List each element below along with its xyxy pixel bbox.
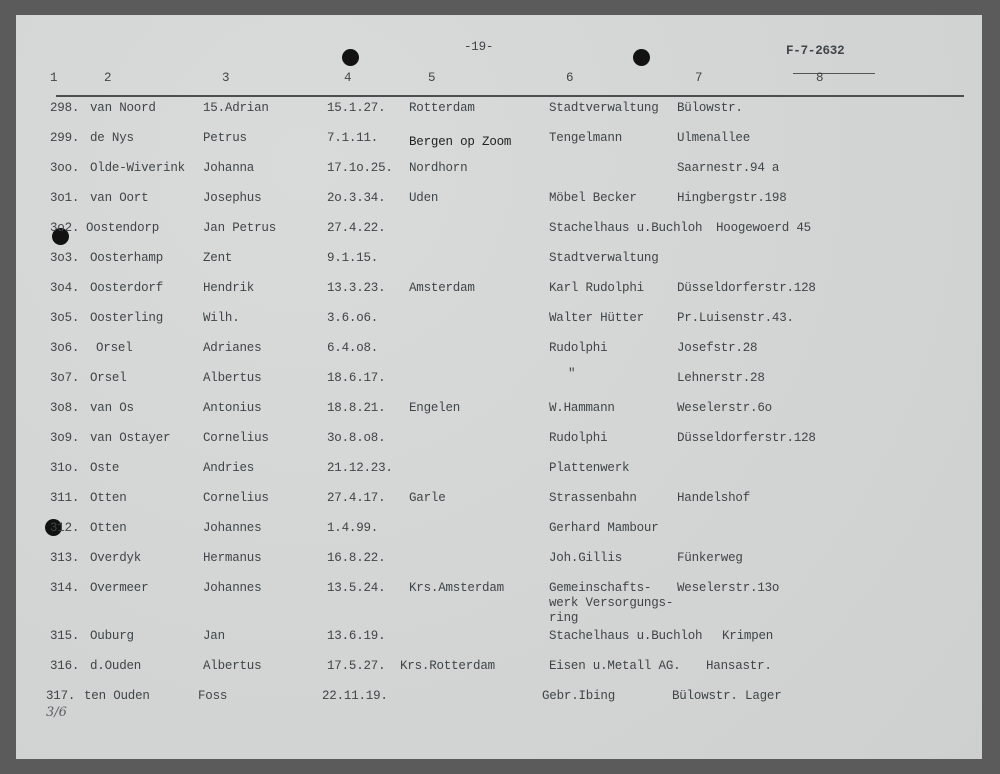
- column-number-4: 4: [344, 71, 352, 85]
- surname: Ouburg: [90, 629, 134, 643]
- header-rule: [56, 95, 964, 97]
- birth-date: 16.8.22.: [327, 551, 386, 565]
- birth-date: 9.1.15.: [327, 251, 379, 265]
- entry-number: 311.: [50, 491, 80, 505]
- employer: Gerhard Mambour: [549, 521, 659, 535]
- employer: Stadtverwaltung: [549, 101, 659, 115]
- column-number-7: 7: [695, 71, 703, 85]
- entry-number: 3o7.: [50, 371, 80, 385]
- first-name: Andries: [203, 461, 255, 475]
- address: Saarnestr.94 a: [677, 161, 780, 175]
- first-name: Johannes: [203, 521, 262, 535]
- punch-hole: [342, 49, 359, 66]
- table-row: [16, 311, 982, 331]
- birth-date: 6.4.o8.: [327, 341, 379, 355]
- first-name: Petrus: [203, 131, 247, 145]
- entry-number: 312.: [50, 521, 80, 535]
- birth-place: Amsterdam: [409, 281, 475, 295]
- table-row: [16, 629, 982, 649]
- birth-date: 7.1.11.: [327, 131, 379, 145]
- first-name: Hendrik: [203, 281, 255, 295]
- employer-ditto: ": [568, 367, 576, 381]
- birth-date: 21.12.23.: [327, 461, 393, 475]
- employer: Joh.Gillis: [549, 551, 623, 565]
- surname: Otten: [90, 521, 127, 535]
- address: Weselerstr.13o: [677, 581, 780, 595]
- entry-number: 3o9.: [50, 431, 80, 445]
- first-name: Foss: [198, 689, 228, 703]
- first-name: Johannes: [203, 581, 262, 595]
- table-row: [16, 461, 982, 481]
- employer: Stachelhaus u.Buchloh: [549, 629, 703, 643]
- first-name: Albertus: [203, 371, 262, 385]
- surname: Orsel: [96, 341, 133, 355]
- entry-number: 315.: [50, 629, 80, 643]
- first-name: Adrianes: [203, 341, 262, 355]
- entry-number: 3o6.: [50, 341, 80, 355]
- birth-date: 3.6.o6.: [327, 311, 379, 325]
- entry-number: 3o5.: [50, 311, 80, 325]
- birth-date: 13.5.24.: [327, 581, 386, 595]
- employer: Gemeinschafts- werk Versorgungs- ring: [549, 581, 674, 625]
- address: Hoogewoerd 45: [716, 221, 811, 235]
- first-name: Hermanus: [203, 551, 262, 565]
- first-name: Johanna: [203, 161, 255, 175]
- table-row: [16, 659, 982, 679]
- surname: Otten: [90, 491, 127, 505]
- surname: Oosterling: [90, 311, 164, 325]
- first-name: Jan Petrus: [203, 221, 277, 235]
- table-row: [16, 491, 982, 511]
- surname: van Os: [90, 401, 134, 415]
- surname: Oosterdorf: [90, 281, 164, 295]
- employer: Walter Hütter: [549, 311, 644, 325]
- birth-date: 2o.3.34.: [327, 191, 386, 205]
- table-row: [16, 431, 982, 451]
- first-name: Albertus: [203, 659, 262, 673]
- birth-date: 27.4.22.: [327, 221, 386, 235]
- table-row: [16, 101, 982, 121]
- address: Hingbergstr.198: [677, 191, 787, 205]
- table-row: [16, 281, 982, 301]
- surname: Oostendorp: [86, 221, 160, 235]
- birth-place: Uden: [409, 191, 439, 205]
- surname: Olde-Wiverink: [90, 161, 185, 175]
- address: Pr.Luisenstr.43.: [677, 311, 794, 325]
- table-row: [16, 367, 982, 391]
- birth-date: 3o.8.o8.: [327, 431, 386, 445]
- birth-place: Engelen: [409, 401, 461, 415]
- birth-date: 13.6.19.: [327, 629, 386, 643]
- birth-date: 18.6.17.: [327, 371, 386, 385]
- table-row: [16, 521, 982, 541]
- employer: Stadtverwaltung: [549, 251, 659, 265]
- employer: Rudolphi: [549, 431, 608, 445]
- surname: ten Ouden: [84, 689, 150, 703]
- entry-number: 313.: [50, 551, 80, 565]
- address: Krimpen: [722, 629, 774, 643]
- column-number-3: 3: [222, 71, 230, 85]
- employer: Strassenbahn: [549, 491, 637, 505]
- employer: Tengelmann: [549, 131, 623, 145]
- pencil-annotation: 3/6: [46, 705, 67, 720]
- surname: de Nys: [90, 131, 134, 145]
- entry-number: 31o.: [50, 461, 80, 475]
- surname: Overmeer: [90, 581, 149, 595]
- document-reference: F-7-2632: [786, 44, 845, 58]
- employer: Eisen u.Metall AG.: [549, 659, 681, 673]
- document-sheet: [16, 15, 982, 759]
- birth-date: 13.3.23.: [327, 281, 386, 295]
- surname: Oosterhamp: [90, 251, 164, 265]
- address: Hansastr.: [706, 659, 772, 673]
- table-row: [16, 551, 982, 571]
- table-row: [16, 689, 982, 709]
- surname: van Oort: [90, 191, 149, 205]
- entry-number: 316.: [50, 659, 80, 673]
- column-number-5: 5: [428, 71, 436, 85]
- entry-number: 317.: [46, 689, 76, 703]
- first-name: Cornelius: [203, 491, 269, 505]
- table-row: [16, 341, 982, 361]
- entry-number: 3o3.: [50, 251, 80, 265]
- address: Fünkerweg: [677, 551, 743, 565]
- employer: Stachelhaus u.Buchloh: [549, 221, 703, 235]
- address: Bülowstr.: [677, 101, 743, 115]
- entry-number: 3o8.: [50, 401, 80, 415]
- entry-number: 298.: [50, 101, 80, 115]
- page-number: -19-: [464, 40, 494, 54]
- address: Weselerstr.6o: [677, 401, 772, 415]
- first-name: Jan: [203, 629, 225, 643]
- birth-date: 17.5.27.: [327, 659, 386, 673]
- table-row: [16, 251, 982, 271]
- birth-place: Krs.Rotterdam: [400, 659, 495, 673]
- first-name: Zent: [203, 251, 233, 265]
- surname: van Noord: [90, 101, 156, 115]
- birth-place: Krs.Amsterdam: [409, 581, 504, 595]
- surname: Orsel: [90, 371, 127, 385]
- column-number-6: 6: [566, 71, 574, 85]
- employer: Möbel Becker: [549, 191, 637, 205]
- birth-place: Garle: [409, 491, 446, 505]
- table-row: [16, 581, 982, 631]
- employer: Karl Rudolphi: [549, 281, 644, 295]
- birth-date: 27.4.17.: [327, 491, 386, 505]
- surname: d.Ouden: [90, 659, 142, 673]
- birth-place: Nordhorn: [409, 161, 468, 175]
- birth-place: Bergen op Zoom: [409, 135, 512, 149]
- table-row: [16, 401, 982, 421]
- entry-number: 314.: [50, 581, 80, 595]
- birth-date: 1.4.99.: [327, 521, 379, 535]
- address: Handelshof: [677, 491, 751, 505]
- entry-number: 299.: [50, 131, 80, 145]
- surname: van Ostayer: [90, 431, 171, 445]
- birth-date: 22.11.19.: [322, 689, 388, 703]
- column-number-1: 1: [50, 71, 58, 85]
- employer: W.Hammann: [549, 401, 615, 415]
- column-number-8: 8: [816, 71, 824, 85]
- punch-hole: [633, 49, 650, 66]
- address: Lehnerstr.28: [677, 371, 765, 385]
- birth-date: 15.1.27.: [327, 101, 386, 115]
- address: Ulmenallee: [677, 131, 751, 145]
- column-number-2: 2: [104, 71, 112, 85]
- first-name: Wilh.: [203, 311, 240, 325]
- first-name: Josephus: [203, 191, 262, 205]
- address: Bülowstr. Lager: [672, 689, 782, 703]
- entry-number: 3oo.: [50, 161, 80, 175]
- surname: Overdyk: [90, 551, 142, 565]
- entry-number: 3o2.: [50, 221, 80, 235]
- employer: Plattenwerk: [549, 461, 630, 475]
- first-name: Cornelius: [203, 431, 269, 445]
- first-name: Antonius: [203, 401, 262, 415]
- entry-number: 3o4.: [50, 281, 80, 295]
- address: Düsseldorferstr.128: [677, 431, 816, 445]
- table-row: [16, 131, 982, 151]
- birth-date: 18.8.21.: [327, 401, 386, 415]
- reference-underline: [793, 73, 875, 74]
- birth-place: Rotterdam: [409, 101, 475, 115]
- address: Josefstr.28: [677, 341, 758, 355]
- table-row: [16, 221, 982, 241]
- table-row: [16, 161, 982, 181]
- first-name: 15.Adrian: [203, 101, 269, 115]
- address: Düsseldorferstr.128: [677, 281, 816, 295]
- surname: Oste: [90, 461, 120, 475]
- employer: Rudolphi: [549, 341, 608, 355]
- entry-number: 3o1.: [50, 191, 80, 205]
- employer: Gebr.Ibing: [542, 689, 616, 703]
- birth-date: 17.1o.25.: [327, 161, 393, 175]
- table-row: [16, 191, 982, 211]
